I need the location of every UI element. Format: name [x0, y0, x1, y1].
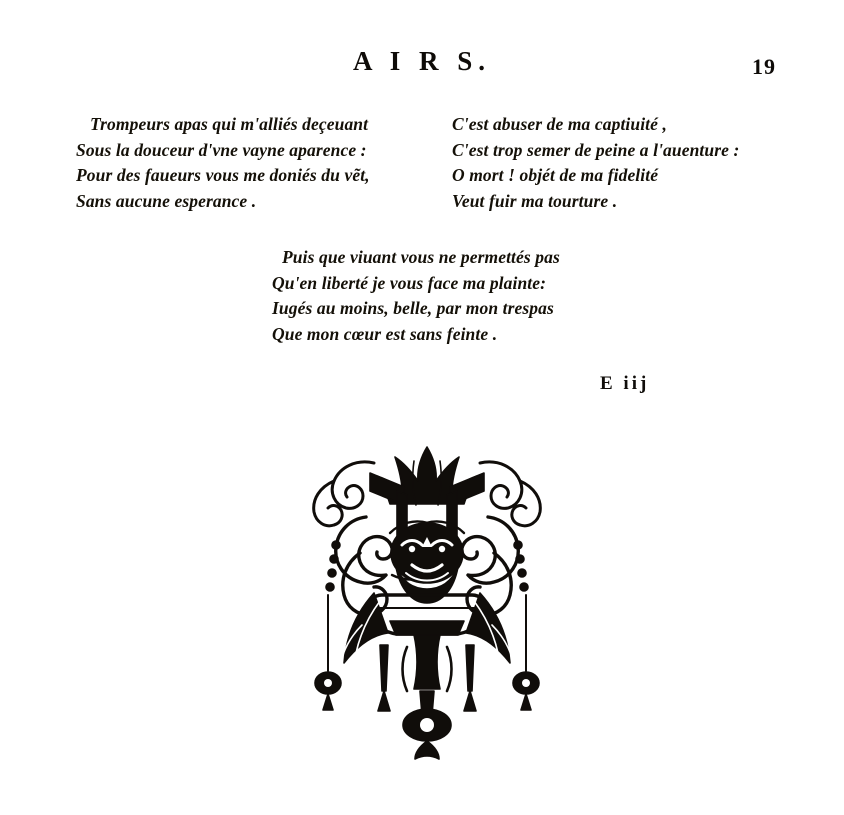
running-head-title: A I R S. — [352, 46, 492, 76]
verse-line: Sous la douceur d'vne vayne aparence : — [76, 139, 367, 160]
verse-line: Pour des faueurs vous me doniés du vẽt, — [76, 165, 370, 185]
ornament-woodcut — [262, 425, 592, 765]
verse-line: Que mon cœur est sans feinte . — [272, 323, 498, 344]
verse-line: Iugés au moins, belle, par mon trespas — [272, 298, 554, 318]
verse-line: C'est abuser de ma captiuité , — [452, 114, 667, 134]
stanza-left — [76, 112, 370, 214]
ornament-illustration — [262, 425, 592, 765]
folio-number: 19 — [752, 54, 776, 79]
verse-line: C'est trop semer de peine a l'auenture : — [452, 139, 740, 160]
page-header — [0, 46, 844, 86]
verse-line: Trompeurs apas qui m'alliés deçeuant — [90, 114, 369, 134]
verse-line: Puis que viuant vous ne permettés pas — [282, 247, 560, 267]
stanza-center — [272, 245, 560, 347]
verse-line: Veut fuir ma tourture . — [452, 190, 618, 211]
signature-mark: E iij — [600, 373, 650, 394]
verse-line: Sans aucune esperance . — [76, 190, 257, 211]
verse-line: O mort ! objét de ma fidelité — [452, 165, 659, 185]
verse-line: Qu'en liberté je vous face ma plainte: — [272, 272, 547, 293]
stanza-right — [452, 112, 739, 214]
